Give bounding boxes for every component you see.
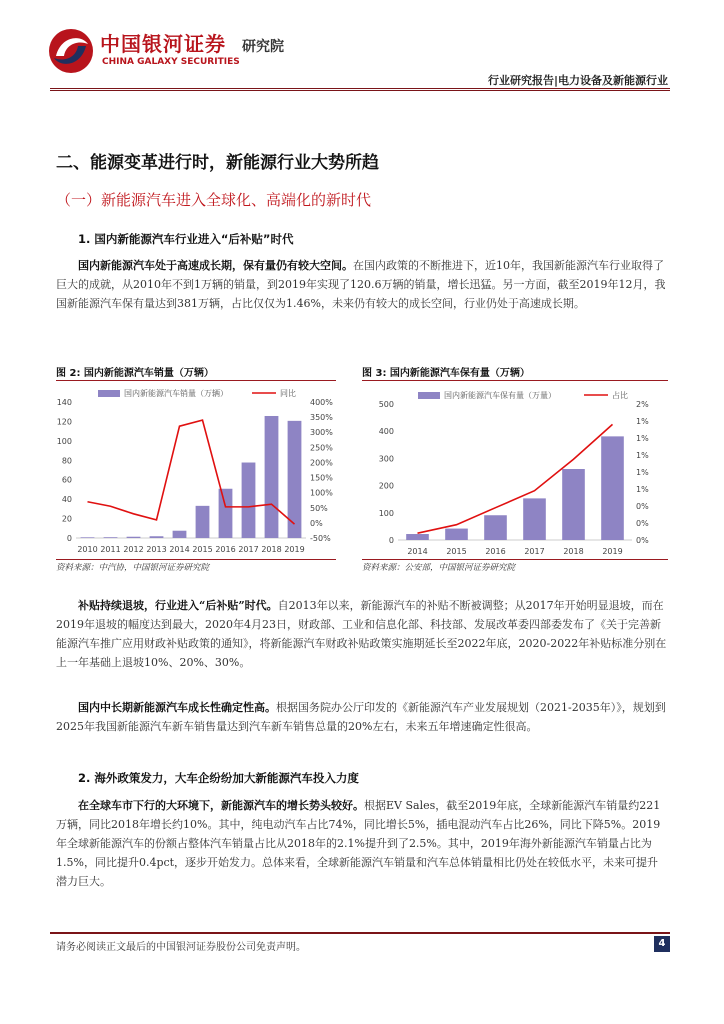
x-tick-label: 2014 bbox=[407, 547, 428, 556]
y-tick-label: 40 bbox=[61, 495, 72, 505]
logo-en-text: CHINA GALAXY SECURITIES bbox=[102, 57, 240, 67]
company-logo bbox=[46, 22, 316, 80]
legend-bar-label: 国内新能源汽车销量（万辆） bbox=[124, 389, 228, 398]
x-tick-label: 2016 bbox=[215, 545, 236, 554]
paragraph-2 bbox=[56, 596, 668, 672]
footer-disclaimer: 请务必阅读正文最后的中国银河证券股份公司免责声明。 bbox=[56, 942, 306, 953]
footer-divider bbox=[50, 932, 670, 934]
y-tick-label: 100 bbox=[378, 508, 394, 518]
bar bbox=[242, 463, 256, 538]
y-tick-label: 400 bbox=[378, 427, 394, 437]
y2-tick-label: 0% bbox=[636, 536, 649, 545]
point-heading-2: 2. 海外政策发力，大车企纷纷加大新能源汽车投入力度 bbox=[78, 771, 359, 785]
ownership-chart bbox=[362, 382, 668, 558]
y-tick-label: 20 bbox=[61, 514, 72, 524]
bar bbox=[150, 536, 164, 538]
bar bbox=[562, 469, 585, 540]
y-tick-label: 120 bbox=[56, 417, 72, 427]
x-tick-label: 2018 bbox=[563, 547, 584, 556]
bar bbox=[265, 416, 279, 538]
institute-label: 研究院 bbox=[242, 39, 284, 55]
logo-cn-text: 中国银河证券 bbox=[100, 32, 226, 56]
figure-3-source: 资料来源：公安部，中国银河证券研究院 bbox=[362, 563, 516, 573]
galaxy-logo-icon bbox=[46, 26, 96, 76]
y-tick-label: 200 bbox=[378, 481, 394, 491]
y2-tick-label: 0% bbox=[636, 502, 649, 511]
legend-line-label: 同比 bbox=[280, 389, 296, 398]
bar bbox=[601, 436, 624, 540]
sales-chart bbox=[56, 382, 346, 558]
legend-line-label: 占比 bbox=[612, 391, 628, 400]
x-tick-label: 2019 bbox=[602, 547, 623, 556]
section-title: 二、能源变革进行时，新能源行业大势所趋 bbox=[56, 153, 379, 173]
legend-bar-swatch bbox=[418, 392, 440, 399]
x-tick-label: 2013 bbox=[146, 545, 167, 554]
ratio-line bbox=[88, 420, 295, 524]
bar bbox=[173, 531, 187, 538]
y2-tick-label: 1% bbox=[636, 451, 649, 460]
bar bbox=[81, 537, 95, 538]
y-tick-label: 100 bbox=[56, 436, 72, 446]
bar bbox=[406, 534, 429, 540]
y2-tick-label: 300% bbox=[310, 428, 333, 438]
paragraph-4-body: 根据EV Sales，截至2019年底，全球新能源汽车销量约221万辆，同比2018年增长约10%。其中，纯电动汽车占比74%，同比增长5%，插电混动汽车占比26%，同比下降5%。2019年全球新能源汽车的份额占整体汽车销量占比从2018年的2.1%提升到了2.5%。其中，2019年海外新能源汽车销量占比为1.5%，同比提升0.4pct，逐步开始发力。总体来看，全球新能源汽车销量和汽车总体销量相比仍处在较低水平，未来可提升潜力巨大。 bbox=[56, 799, 661, 888]
y-tick-label: 300 bbox=[378, 454, 394, 464]
figure-2-rule bbox=[56, 380, 336, 381]
bar bbox=[484, 515, 507, 540]
legend-bar-swatch bbox=[98, 390, 120, 397]
paragraph-1-lead: 国内新能源汽车处于高速成长期，保有量仍有较大空间。 bbox=[78, 259, 353, 272]
x-tick-label: 2014 bbox=[169, 545, 190, 554]
y2-tick-label: 200% bbox=[310, 458, 333, 468]
section-subtitle: （一）新能源汽车进入全球化、高端化的新时代 bbox=[56, 191, 372, 209]
x-tick-label: 2015 bbox=[192, 545, 213, 554]
y-tick-label: 140 bbox=[56, 398, 72, 407]
point-heading-1: 1. 国内新能源汽车行业进入“后补贴”时代 bbox=[78, 232, 294, 246]
y-tick-label: 0 bbox=[388, 536, 394, 545]
y2-tick-label: 2% bbox=[636, 400, 649, 409]
y2-tick-label: 1% bbox=[636, 468, 649, 477]
y-tick-label: 60 bbox=[61, 475, 72, 485]
bar bbox=[523, 498, 546, 540]
y2-tick-label: 50% bbox=[310, 503, 328, 513]
x-tick-label: 2010 bbox=[77, 545, 98, 554]
figure-2-title: 图 2: 国内新能源汽车销量（万辆） bbox=[56, 368, 214, 379]
x-tick-label: 2017 bbox=[524, 547, 545, 556]
y2-tick-label: -50% bbox=[310, 534, 331, 543]
y-tick-label: 0 bbox=[66, 534, 72, 543]
paragraph-1-body: 在国内政策的不断推进下，近10年，我国新能源汽车行业取得了巨大的成就，从2010年不到1万辆的销量，到2019年实现了120.6万辆的销量，增长迅猛。另一方面，截至2019年12月，我国新能源汽车保有量达到381万辆，占比仅仅为1.46%，未来仍有较大的成长空间，行业仍处于高速成长期。 bbox=[56, 259, 666, 310]
paragraph-2-body: 自2013年以来，新能源汽车的补贴不断被调整；从2017年开始明显退坡，而在2019年退坡的幅度达到最大，2020年4月23日，财政部、工业和信息化部、科技部、发展改革委四部委发布了《关于完善新能源汽车推广应用财政补贴政策的通知》，将新能源汽车财政补贴政策实施期延长至2022年底，2020-2022年补贴标准分别在上一年基础上退坡10%、20%、30%。 bbox=[56, 599, 667, 669]
y2-tick-label: 0% bbox=[310, 518, 323, 528]
y-tick-label: 500 bbox=[378, 400, 394, 409]
y2-tick-label: 1% bbox=[636, 417, 649, 426]
x-tick-label: 2011 bbox=[100, 545, 121, 554]
x-tick-label: 2012 bbox=[123, 545, 144, 554]
x-tick-label: 2017 bbox=[238, 545, 259, 554]
bar bbox=[219, 489, 233, 538]
header-divider bbox=[50, 88, 670, 91]
paragraph-1 bbox=[56, 256, 668, 313]
y2-tick-label: 100% bbox=[310, 488, 333, 498]
figure-3-rule bbox=[362, 380, 668, 381]
figure-3-bottom-rule bbox=[362, 559, 668, 560]
y2-tick-label: 150% bbox=[310, 473, 333, 483]
y2-tick-label: 0% bbox=[636, 519, 649, 528]
y-tick-label: 80 bbox=[61, 456, 72, 466]
y2-tick-label: 1% bbox=[636, 485, 649, 494]
report-type: 行业研究报告|电力设备及新能源行业 bbox=[487, 74, 668, 87]
figure-2-source: 资料来源：中汽协，中国银河证券研究院 bbox=[56, 563, 210, 573]
x-tick-label: 2015 bbox=[446, 547, 467, 556]
bar bbox=[127, 537, 141, 538]
bar bbox=[104, 537, 118, 538]
paragraph-4-lead: 在全球车市下行的大环境下，新能源汽车的增长势头较好。 bbox=[78, 799, 364, 812]
paragraph-3-body: 根据国务院办公厅印发的《新能源汽车产业发展规划（2021-2035年）》，规划到2025年我国新能源汽车新车销售量达到汽车新车销售总量的20%左右，未来五年增速确定性很高。 bbox=[56, 701, 666, 733]
y2-tick-label: 400% bbox=[310, 398, 333, 407]
bar bbox=[196, 506, 210, 538]
page-number: 4 bbox=[654, 936, 670, 952]
paragraph-4 bbox=[56, 796, 668, 891]
figure-3-title: 图 3: 国内新能源汽车保有量（万辆） bbox=[362, 368, 530, 379]
x-tick-label: 2018 bbox=[261, 545, 282, 554]
y2-tick-label: 350% bbox=[310, 413, 333, 423]
paragraph-3-lead: 国内中长期新能源汽车成长性确定性高。 bbox=[78, 701, 276, 714]
paragraph-3 bbox=[56, 698, 668, 736]
bar bbox=[445, 529, 468, 540]
y2-tick-label: 1% bbox=[636, 434, 649, 443]
paragraph-2-lead: 补贴持续退坡，行业进入“后补贴”时代。 bbox=[78, 599, 278, 612]
x-tick-label: 2016 bbox=[485, 547, 506, 556]
figure-2-bottom-rule bbox=[56, 559, 336, 560]
legend-bar-label: 国内新能源汽车保有量（万量） bbox=[444, 391, 556, 400]
y2-tick-label: 250% bbox=[310, 443, 333, 453]
x-tick-label: 2019 bbox=[284, 545, 305, 554]
